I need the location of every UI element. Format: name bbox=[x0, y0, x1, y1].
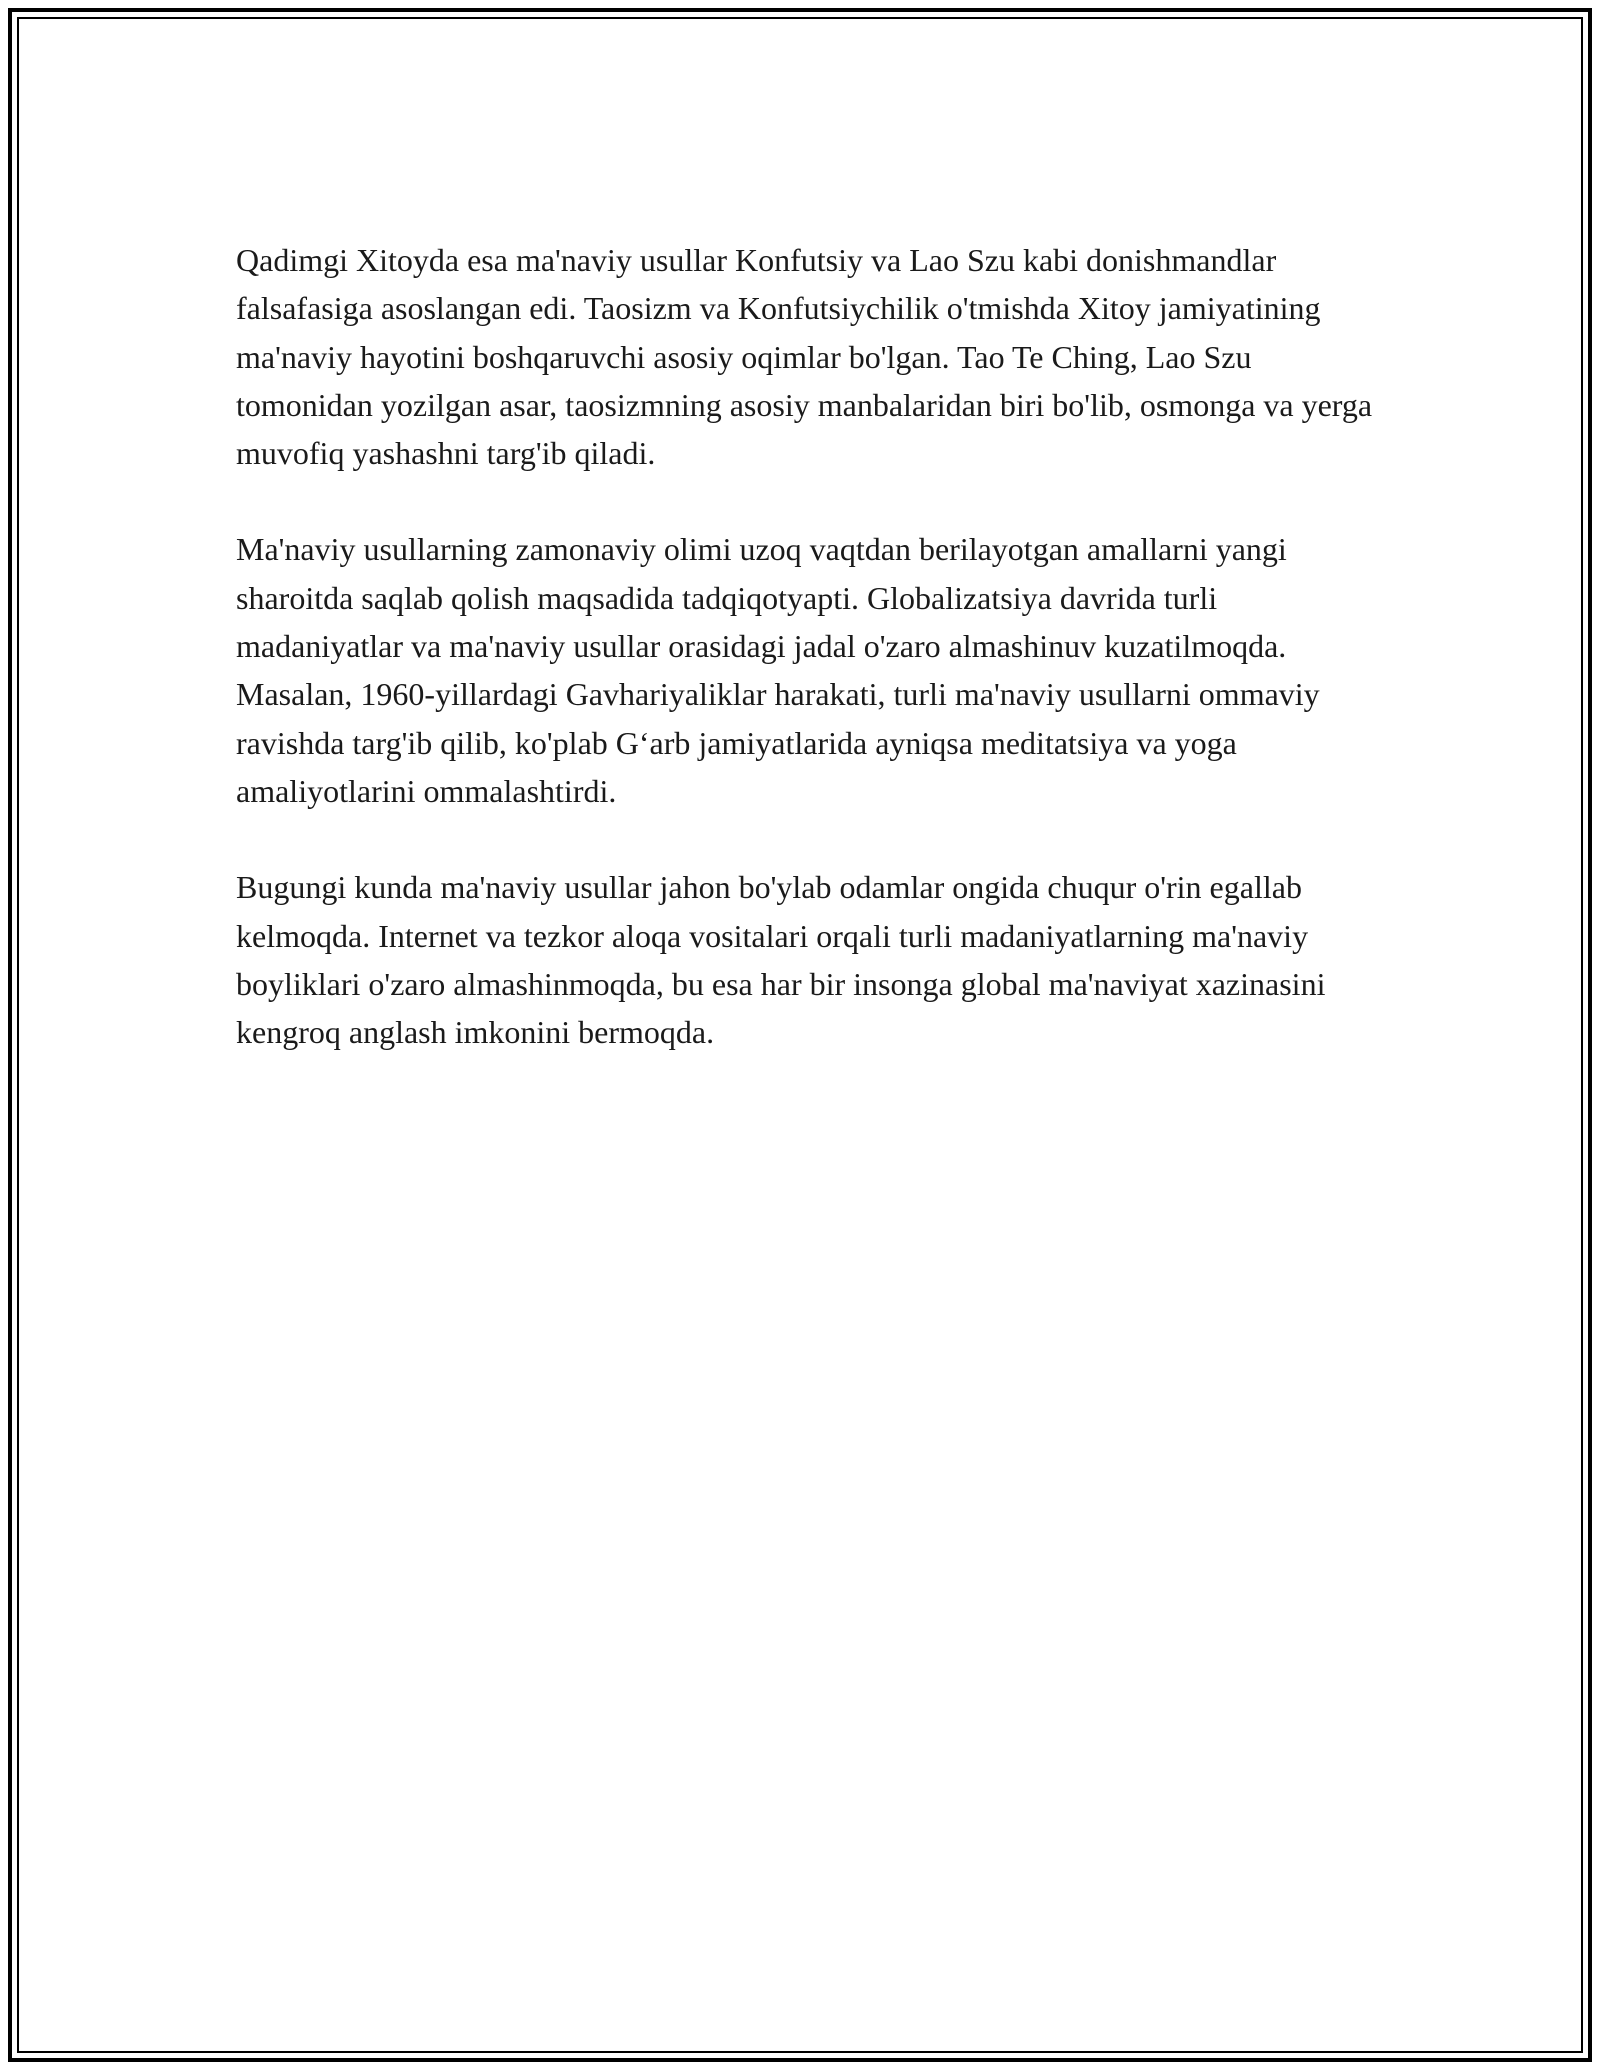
paragraph-1: Qadimgi Xitoyda esa ma'naviy usullar Konfutsiy va Lao Szu kabi donishmandlar falsafasiga asoslangan edi. Taosizm va Konfutsiychilik o'tmishda Xitoy jamiyatining ma'naviy hayotini boshqaruvchi asosiy oqimlar bo'lgan. Tao Te Ching, Lao Szu tomonidan yozilgan asar, taosizmning asosiy manbalaridan biri bo'lib, osmonga va yerga muvofiq yashashni targ'ib qiladi. bbox=[236, 242, 1373, 472]
paragraph-3: Bugungi kunda ma'naviy usullar jahon bo'ylab odamlar ongida chuqur o'rin egallab kelmoqda. Internet va tezkor aloqa vositalari orqali turli madaniyatlarning ma'naviy boyliklari o'zaro almashinmoqda, bu esa har bir insonga global ma'naviyat xazinasini kengroq anglash imkonini bermoqda. bbox=[236, 869, 1326, 1051]
document-body bbox=[236, 236, 1376, 1104]
paragraph-2: Ma'naviy usullarning zamonaviy olimi uzoq vaqtdan berilayotgan amallarni yangi sharoitda saqlab qolish maqsadida tadqiqotyapti. Globalizatsiya davrida turli madaniyatlar va ma'naviy usullar orasidagi jadal o'zaro almashinuv kuzatilmoqda. Masalan, 1960-yillardagi Gavhariyaliklar harakati, turli ma'naviy usullarni ommaviy ravishda targ'ib qilib, ko'plab G‘arb jamiyatlarida ayniqsa meditatsiya va yoga amaliyotlarini ommalashtirdi. bbox=[236, 531, 1320, 809]
